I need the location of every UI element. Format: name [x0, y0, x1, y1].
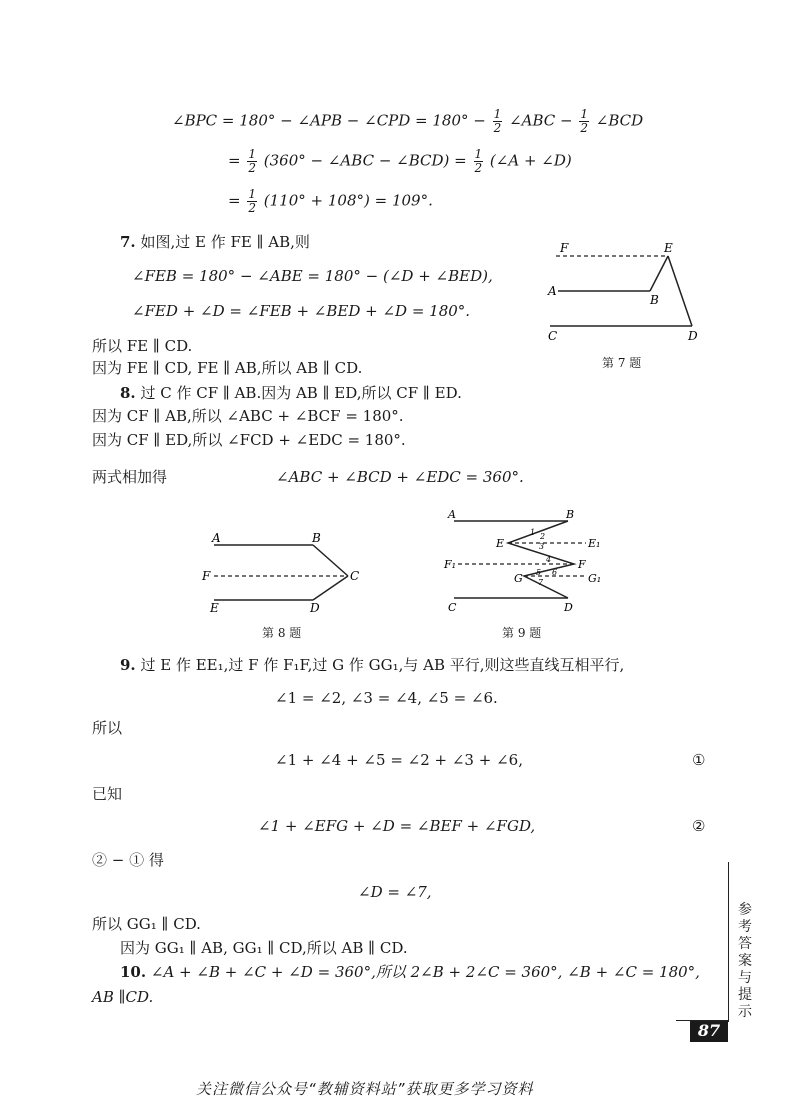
fig9-label-f1: F₁	[444, 558, 457, 571]
fig8-label-e: E	[210, 601, 219, 615]
side-tab	[728, 862, 772, 1022]
fig7-label-c: C	[548, 329, 558, 343]
q9-known: 已知	[92, 785, 123, 803]
fig8-label-b: B	[312, 531, 321, 545]
fig7-label-d: D	[688, 329, 698, 343]
fig7-label-b: B	[650, 293, 659, 307]
q9-heading	[120, 655, 624, 675]
figure-8	[198, 530, 368, 620]
bpc-line-2-a: =	[228, 151, 241, 170]
frac-num: 1	[493, 107, 502, 121]
bpc-line-3-a: =	[228, 191, 241, 210]
q8-text: 过 C 作 CF ∥ AB.因为 AB ∥ ED,所以 CF ∥ ED.	[140, 384, 462, 402]
q9-eq-1: ∠1 = ∠2, ∠3 = ∠4, ∠5 = ∠6.	[275, 689, 498, 707]
fraction-half	[247, 148, 257, 175]
fig8-label-c: C	[350, 569, 360, 583]
q7-line-4: 因为 FE ∥ CD, FE ∥ AB,所以 AB ∥ CD.	[92, 359, 363, 377]
q7-line-3: 所以 FE ∥ CD.	[92, 337, 193, 355]
q8-line-2: 因为 CF ∥ AB,所以 ∠ABC + ∠BCF = 180°.	[92, 407, 404, 425]
frac-den: 2	[580, 121, 588, 135]
fig8-label-a: A	[212, 531, 221, 545]
fraction-half	[493, 108, 503, 135]
bpc-line-2	[228, 148, 572, 175]
fig9-angle-3: 3	[539, 542, 545, 551]
fig9-label-b: B	[566, 508, 575, 521]
q9-eq-2: ∠1 + ∠4 + ∠5 = ∠2 + ∠3 + ∠6,	[275, 751, 523, 769]
fig7-label-f: F	[560, 241, 569, 255]
fig9-angle-6: 6	[552, 568, 558, 577]
fig9-angle-5: 5	[536, 568, 542, 577]
fig9-label-e1: E₁	[588, 537, 601, 550]
q7-text: 如图,过 E 作 FE ∥ AB,则	[140, 233, 310, 251]
frac-den: 2	[248, 161, 256, 175]
q9-final: 因为 GG₁ ∥ AB, GG₁ ∥ CD,所以 AB ∥ CD.	[120, 939, 408, 957]
q9-so-2: 所以 GG₁ ∥ CD.	[92, 915, 201, 933]
fig9-caption: 第 9 题	[502, 626, 542, 640]
frac-num: 1	[248, 147, 256, 161]
fig9-angle-4: 4	[546, 555, 552, 564]
fraction-half	[579, 108, 589, 135]
fig7-line-ed	[668, 256, 692, 326]
fig9-label-g1: G₁	[588, 572, 602, 585]
q9-mark-2: ②	[692, 817, 706, 835]
q10-number: 10.	[120, 963, 147, 981]
page-number-rule	[676, 1020, 728, 1021]
fig9-label-f: F	[578, 558, 586, 571]
q7-heading	[120, 232, 310, 252]
fraction-half	[474, 148, 484, 175]
fig9-angle-2: 2	[540, 532, 546, 541]
q8-number: 8.	[120, 384, 136, 402]
q8-line-4-eq: ∠ABC + ∠BCD + ∠EDC = 360°.	[276, 468, 524, 486]
q10-text: ∠A + ∠B + ∠C + ∠D = 360°,所以 2∠B + 2∠C = 360°, ∠B + ∠C = 180°,	[150, 963, 700, 981]
q7-eq-1: ∠FEB = 180° − ∠ABE = 180° − (∠D + ∠BED),	[132, 267, 493, 285]
q8-heading	[120, 383, 462, 403]
fig9-label-g: G	[514, 572, 523, 585]
q7-eq-2: ∠FED + ∠D = ∠FEB + ∠BED + ∠D = 180°.	[132, 302, 471, 320]
frac-num: 1	[580, 107, 588, 121]
q10-heading	[120, 962, 700, 982]
fig8-line-bc	[313, 545, 348, 576]
frac-den: 2	[474, 161, 483, 175]
fig9-angle-1: 1	[530, 528, 536, 537]
footer-promo: 关注微信公众号“教辅资料站”获取更多学习资料	[196, 1080, 534, 1098]
fig9-label-a: A	[448, 508, 456, 521]
fig7-caption: 第 7 题	[602, 356, 642, 370]
fig7-label-a: A	[548, 284, 557, 298]
bpc-line-3	[228, 188, 433, 215]
bpc-line-3-b: (110° + 108°) = 109°.	[263, 191, 433, 210]
bpc-line-2-c: (∠A + ∠D)	[489, 151, 572, 170]
bpc-line-1	[172, 108, 643, 135]
bpc-line-1-b: ∠ABC −	[509, 111, 573, 130]
frac-den: 2	[248, 201, 256, 215]
frac-den: 2	[493, 121, 502, 135]
fig7-line-be	[650, 256, 668, 291]
q9-eq-3: ∠1 + ∠EFG + ∠D = ∠BEF + ∠FGD,	[258, 817, 536, 835]
q9-number: 9.	[120, 656, 136, 674]
side-tab-rule	[728, 862, 729, 1022]
bpc-line-1-c: ∠BCD	[595, 111, 644, 130]
fig9-label-c: C	[448, 601, 457, 614]
q9-eq-4: ∠D = ∠7,	[358, 883, 432, 901]
page-number: 87	[690, 1020, 728, 1042]
side-tab-label: 参考答案与提示	[738, 902, 752, 1020]
frac-num: 1	[474, 147, 483, 161]
bpc-line-1-a: ∠BPC = 180° − ∠APB − ∠CPD = 180° −	[172, 111, 486, 130]
q8-line-4-label: 两式相加得	[92, 468, 168, 486]
q10-line-2: AB ∥CD.	[92, 988, 154, 1006]
q8-line-3: 因为 CF ∥ ED,所以 ∠FCD + ∠EDC = 180°.	[92, 431, 406, 449]
figure-9	[440, 505, 620, 620]
q8-line-4	[92, 467, 692, 487]
q9-mark-1: ①	[692, 751, 706, 769]
fig8-line-cd	[313, 576, 348, 600]
fraction-half	[247, 188, 257, 215]
q7-number: 7.	[120, 233, 136, 251]
q9-so: 所以	[92, 719, 123, 737]
fig9-label-d: D	[564, 601, 573, 614]
fig7-label-e: E	[664, 241, 673, 255]
frac-num: 1	[248, 187, 256, 201]
q9-text: 过 E 作 EE₁,过 F 作 F₁F,过 G 作 GG₁,与 AB 平行,则这些直线互相平行,	[140, 656, 625, 674]
fig8-label-d: D	[310, 601, 320, 615]
fig8-label-f: F	[202, 569, 211, 583]
q9-diff: ② − ① 得	[92, 851, 164, 869]
fig9-label-e: E	[496, 537, 505, 550]
fig9-angle-7: 7	[538, 578, 544, 587]
bpc-line-2-b: (360° − ∠ABC − ∠BCD) =	[263, 151, 467, 170]
fig8-caption: 第 8 题	[262, 626, 302, 640]
figure-7	[540, 238, 710, 348]
